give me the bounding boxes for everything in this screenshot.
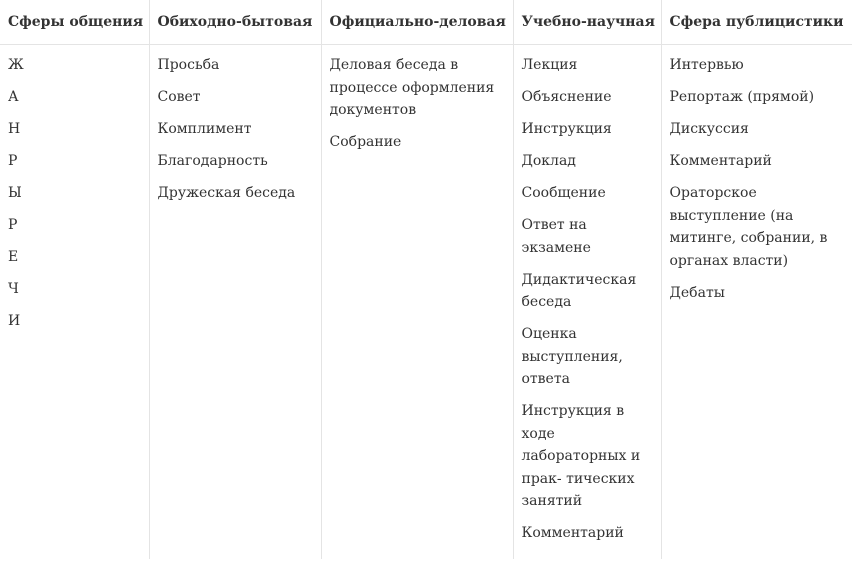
list-item: Деловая беседа в процессе оформления документов bbox=[329, 57, 495, 118]
genre-letter: Е bbox=[8, 249, 19, 265]
list-item: Просьба bbox=[157, 57, 220, 73]
column-everyday bbox=[149, 45, 321, 559]
column-journalism bbox=[661, 45, 852, 559]
genre-letter: Н bbox=[8, 121, 21, 137]
list-item: Сообщение bbox=[521, 185, 606, 201]
list-item: Доклад bbox=[521, 153, 576, 169]
list-item: Инструкция bbox=[521, 121, 612, 137]
list-item: Совет bbox=[157, 89, 201, 105]
genre-letter: И bbox=[8, 313, 21, 329]
list-item: Собрание bbox=[329, 134, 402, 150]
genre-letter: А bbox=[8, 89, 19, 105]
header-row bbox=[0, 0, 852, 45]
list-item: Дискуссия bbox=[669, 121, 749, 137]
list-item: Ораторское выступление (на митинге, собрании, в органах власти) bbox=[669, 185, 828, 269]
list-item: Дидактическая беседа bbox=[521, 271, 637, 310]
list-item: Ответ на экзамене bbox=[521, 217, 591, 256]
list-item: Комплимент bbox=[157, 121, 252, 137]
genre-letter: Ж bbox=[8, 57, 24, 73]
list-item: Объяснение bbox=[521, 89, 612, 105]
list-item: Комментарий bbox=[521, 525, 624, 541]
column-academic bbox=[513, 45, 661, 559]
header-everyday: Обиходно-бытовая bbox=[149, 0, 321, 45]
genre-letter: Р bbox=[8, 153, 18, 169]
genre-letter: Ы bbox=[8, 185, 22, 201]
list-item: Дружеская беседа bbox=[157, 185, 296, 201]
list-item: Лекция bbox=[521, 57, 578, 73]
list-item: Благодарность bbox=[157, 153, 268, 169]
table-row bbox=[0, 45, 852, 559]
header-journalism: Сфера публицистики bbox=[661, 0, 852, 45]
header-communication-spheres: Сферы общения bbox=[0, 0, 149, 45]
header-official: Официально-деловая bbox=[321, 0, 513, 45]
list-item: Комментарий bbox=[669, 153, 772, 169]
column-official bbox=[321, 45, 513, 559]
column-genre-letters bbox=[0, 45, 149, 559]
list-item: Интервью bbox=[669, 57, 744, 73]
list-item: Дебаты bbox=[669, 284, 725, 301]
list-item: Инструкция в ходе лабораторных и прак- тических занятий bbox=[521, 403, 641, 509]
list-item: Оценка выступления, ответа bbox=[521, 326, 623, 387]
genre-letter: Р bbox=[8, 217, 18, 233]
header-academic: Учебно-научная bbox=[513, 0, 661, 45]
list-item: Репортаж (прямой) bbox=[669, 89, 815, 105]
genre-letter: Ч bbox=[8, 281, 19, 297]
